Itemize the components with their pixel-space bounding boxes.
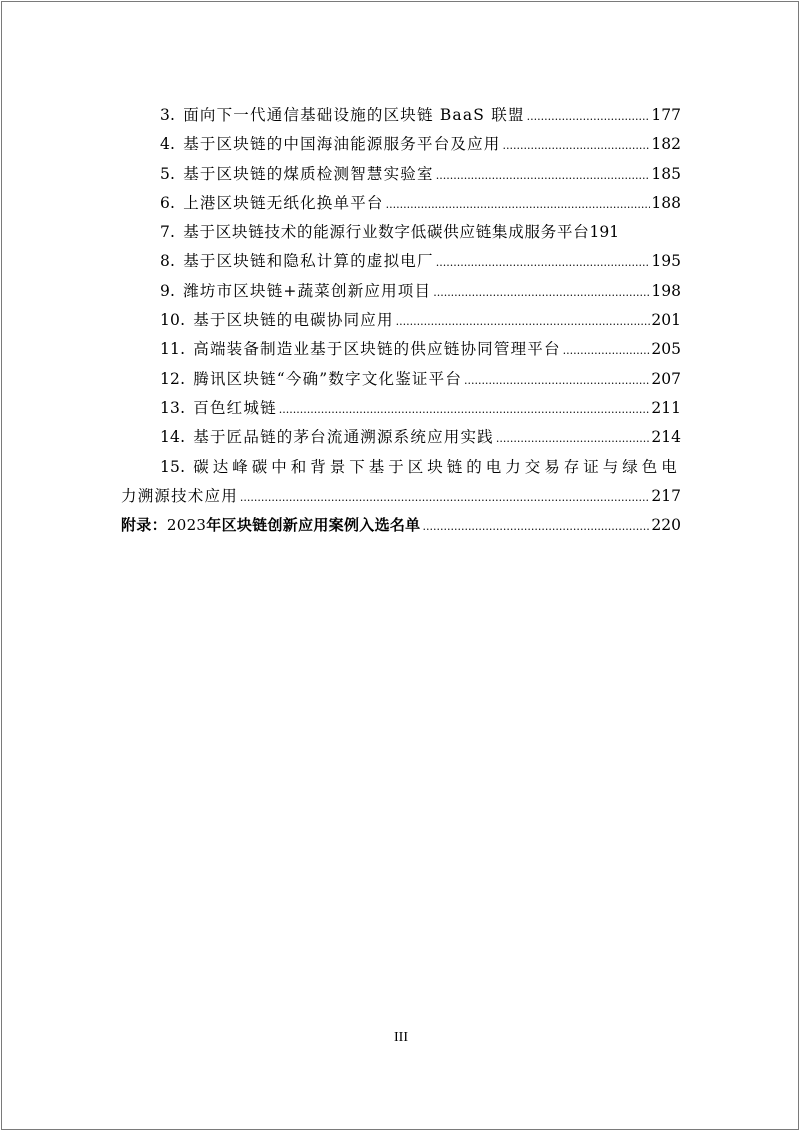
- toc-entry-11[interactable]: [121, 335, 681, 364]
- dot-leader: [422, 512, 650, 541]
- toc-entry-9[interactable]: [121, 277, 681, 306]
- toc-entry-title: 高端装备制造业基于区块链的供应链协同管理平台: [193, 340, 561, 359]
- toc-entry-number: 14.: [160, 428, 186, 447]
- toc-entry-number: 4.: [160, 135, 176, 154]
- toc-entry-title: 基于区块链的电碳协同应用: [193, 311, 394, 330]
- toc-entry-title: 基于区块链的中国海油能源服务平台及应用: [183, 135, 501, 154]
- toc-entry-8[interactable]: [121, 247, 681, 276]
- appendix-title: [121, 511, 420, 540]
- toc-entry-number: 5.: [160, 164, 176, 183]
- toc-entry-7[interactable]: [121, 218, 681, 247]
- toc-entry-page: 195: [651, 252, 681, 271]
- toc-entry-page: 214: [651, 428, 681, 447]
- dot-leader: [464, 366, 650, 395]
- toc-entry-number: 7.: [160, 223, 176, 242]
- toc-entry-title: 潍坊市区块链+蔬菜创新应用项目: [183, 281, 432, 300]
- toc-entry-title: 腾讯区块链“今确”数字文化鉴证平台: [193, 369, 463, 388]
- toc-entry-title-line1: 碳达峰碳中和背景下基于区块链的电力交易存证与绿色电: [193, 457, 681, 476]
- toc-entry-number: 6.: [160, 193, 176, 212]
- appendix-title-text: 年区块链创新应用案例入选名单: [206, 516, 421, 535]
- toc-entry-page: 220: [651, 516, 681, 535]
- toc-entry-title: 上港区块链无纸化换单平台: [183, 193, 384, 212]
- toc-entry-page: 185: [651, 164, 681, 183]
- toc-entry-page: 188: [651, 193, 681, 212]
- toc-entry-15-continued[interactable]: [121, 482, 681, 511]
- dot-leader: [496, 424, 651, 453]
- dot-leader: [240, 483, 651, 512]
- toc-entry-title: 基于区块链技术的能源行业数字低碳供应链集成服务平台: [183, 223, 590, 242]
- dot-leader: [436, 161, 651, 190]
- toc-entry-page: 182: [651, 135, 681, 154]
- toc-entry-5[interactable]: [121, 160, 681, 189]
- toc-entry-page: 198: [651, 281, 681, 300]
- toc-entry-number: 12.: [160, 369, 186, 388]
- toc-entry-page: 217: [651, 486, 681, 505]
- toc-entry-appendix[interactable]: [121, 511, 681, 540]
- dot-leader: [503, 131, 651, 160]
- toc-entry-title: 基于区块链和隐私计算的虚拟电厂: [183, 252, 434, 271]
- toc-entry-page: 211: [651, 398, 681, 417]
- dot-leader: [527, 102, 651, 131]
- dot-leader: [396, 307, 651, 336]
- toc-entry-number: 3.: [160, 106, 176, 124]
- toc-entry-13[interactable]: [121, 394, 681, 423]
- toc-entry-15[interactable]: [121, 453, 681, 482]
- dot-leader: [433, 278, 650, 307]
- dot-leader: [279, 395, 651, 424]
- toc-entry-number: 11.: [160, 340, 186, 359]
- appendix-label: 附录：: [121, 516, 167, 535]
- table-of-contents: [121, 101, 681, 540]
- toc-entry-6[interactable]: [121, 189, 681, 218]
- toc-entry-number: 8.: [160, 252, 176, 271]
- toc-entry-title: 面向下一代通信基础设施的区块链 BaaS 联盟: [183, 106, 525, 124]
- toc-entry-14[interactable]: [121, 423, 681, 452]
- toc-entry-3[interactable]: [121, 101, 681, 130]
- toc-entry-number: 15.: [160, 457, 186, 476]
- dot-leader: [436, 248, 651, 277]
- appendix-year: 2023: [166, 516, 207, 535]
- page-number: III: [394, 1030, 408, 1045]
- toc-entry-number: 10.: [160, 311, 186, 330]
- toc-entry-12[interactable]: [121, 365, 681, 394]
- toc-entry-number: 13.: [160, 398, 186, 417]
- toc-entry-title-line2: 力溯源技术应用: [121, 486, 238, 505]
- toc-entry-10[interactable]: [121, 306, 681, 335]
- toc-entry-4[interactable]: [121, 130, 681, 159]
- toc-entry-title: 基于区块链的煤质检测智慧实验室: [183, 164, 434, 183]
- toc-entry-page: 177: [651, 106, 681, 124]
- toc-entry-page: 201: [651, 311, 681, 330]
- toc-entry-page: 191: [589, 223, 620, 242]
- dot-leader: [563, 336, 651, 365]
- dot-leader: [386, 190, 651, 219]
- toc-entry-page: 205: [651, 340, 681, 359]
- toc-entry-title: 基于匠品链的茅台流通溯源系统应用实践: [193, 428, 494, 447]
- toc-entry-number: 9.: [160, 281, 176, 300]
- toc-entry-page: 207: [651, 369, 681, 388]
- toc-entry-title: 百色红城链: [193, 398, 277, 417]
